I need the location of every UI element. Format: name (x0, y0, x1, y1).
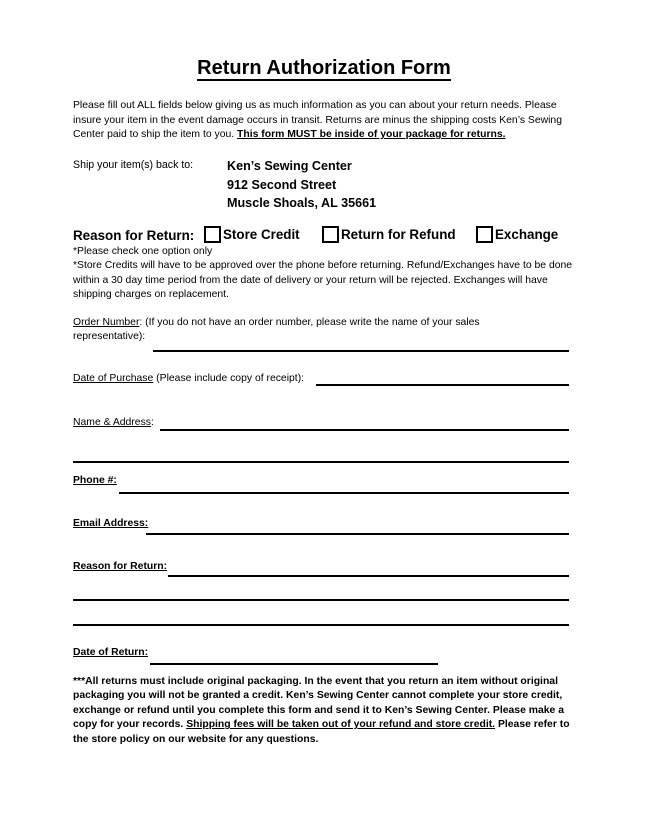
store-credit-label: Store Credit (223, 227, 300, 242)
exchange-checkbox[interactable] (476, 226, 493, 243)
footer-shipping-fees: Shipping fees will be taken out of your refund and store credit. (186, 719, 496, 731)
footer-text-1: ***All returns must include original packaging. In the event that you return an item without original packaging you will not be granted a credit. Ken’s Sewing Center cannot complete your store credit, exchange or refund until you complete this form and send it to Ken’s Sewing Center. Please make a copy for your records. (73, 676, 564, 731)
email-title: Email Address: (73, 518, 149, 529)
email-input-line[interactable] (146, 533, 569, 535)
date-of-return-input-line[interactable] (150, 663, 438, 665)
refund-checkbox[interactable] (322, 226, 339, 243)
ship-address-line: 912 Second Street (227, 177, 337, 192)
intro-text: Please fill out ALL fields below giving us as much information as you can about your return needs. Please insure your item in the event damage occurs in transit. Returns are minus the shipping costs Ken’s Sewing Center paid to ship the item to you. (73, 100, 562, 141)
note-check-one: *Please check one option only (73, 246, 213, 257)
order-number-input-line[interactable] (153, 350, 569, 352)
page-title: Return Authorization Form (197, 57, 451, 79)
refund-label: Return for Refund (341, 227, 456, 242)
order-number-label (73, 317, 480, 328)
phone-label (73, 475, 117, 486)
ship-address (227, 157, 376, 213)
reason-for-return-title: Reason for Return: (73, 561, 168, 572)
store-credit-option[interactable] (204, 226, 300, 243)
footer-text-3: Please refer to the store policy on our website for any questions. (73, 719, 570, 745)
intro-paragraph (73, 99, 583, 143)
reason-input-line-3[interactable] (73, 624, 569, 626)
phone-input-line[interactable] (119, 492, 569, 494)
refund-option[interactable] (322, 226, 456, 243)
name-address-hint: : (150, 417, 154, 428)
order-number-title: Order Number (73, 317, 140, 328)
store-credit-checkbox[interactable] (204, 226, 221, 243)
date-of-purchase-label (73, 373, 304, 384)
name-address-input-line-2[interactable] (73, 461, 569, 463)
date-of-purchase-title: Date of Purchase (73, 373, 154, 384)
date-of-return-title: Date of Return: (73, 647, 149, 658)
reason-notes (73, 245, 583, 303)
footer-notice (73, 675, 578, 747)
ship-address-line: Muscle Shoals, AL 35661 (227, 196, 377, 211)
date-of-purchase-input-line[interactable] (316, 384, 569, 386)
date-of-purchase-hint: (Please include copy of receipt): (153, 373, 305, 384)
name-address-label (73, 417, 154, 428)
exchange-option[interactable] (476, 226, 558, 243)
name-address-input-line[interactable] (160, 429, 569, 431)
phone-title: Phone #: (73, 475, 117, 486)
note-store-credit: *Store Credits will have to be approved over the phone before returning. Refund/Exchanges have to be done within a 30 day time period from the date of delivery or your return will be rejected. Exchanges will have shipping charges on replacement. (73, 260, 573, 301)
order-number-hint2: representative): (73, 331, 146, 342)
ship-back-label: Ship your item(s) back to: (73, 159, 194, 171)
reason-input-line[interactable] (168, 575, 569, 577)
reason-input-line-2[interactable] (73, 599, 569, 601)
ship-address-line: Ken’s Sewing Center (227, 159, 352, 173)
reason-label: Reason for Return: (73, 228, 195, 243)
email-label (73, 518, 148, 529)
date-of-return-label (73, 647, 148, 658)
order-number-hint: : (If you do not have an order number, please write the name of your sales (139, 317, 480, 328)
name-address-title: Name & Address (73, 417, 151, 428)
reason-for-return-label (73, 561, 167, 572)
intro-emphasis: This form MUST be inside of your package for returns. (237, 129, 506, 141)
exchange-label: Exchange (495, 227, 559, 242)
